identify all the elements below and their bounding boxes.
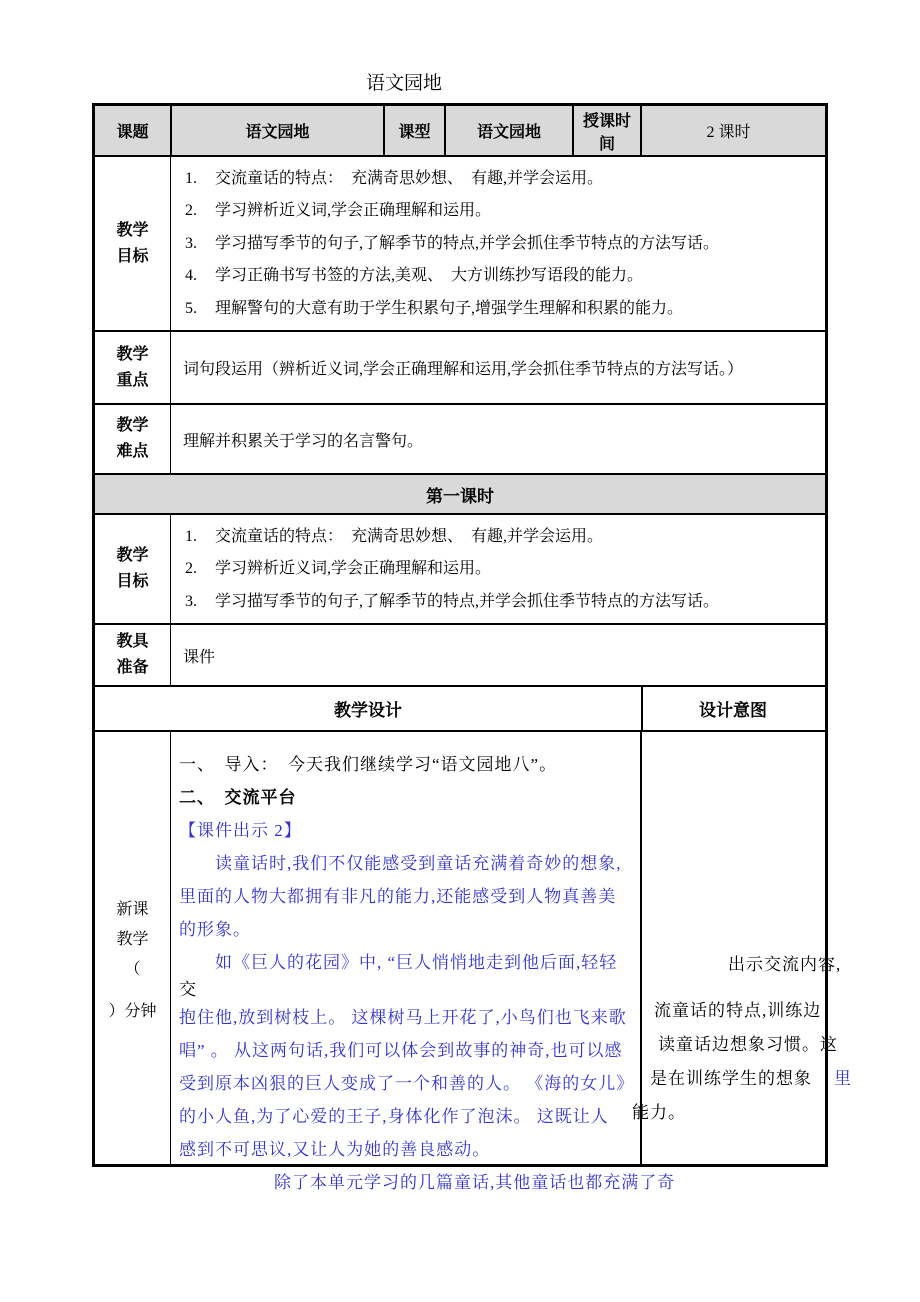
stage-label-line: 新课: [116, 901, 149, 918]
goal-item: 3. 学习描写季节的句子,了解季节的特点,并学会抓住季节特点的方法写话。: [185, 592, 720, 610]
design-header-row: [95, 685, 825, 730]
info-row: [95, 106, 825, 155]
goals-label: [95, 157, 170, 330]
goals-list: [170, 157, 824, 330]
difficulty-label: [95, 405, 170, 473]
goal-item: 4. 学习正确书写书签的方法,美观、 大方训练抄写语段的能力。: [185, 267, 644, 284]
focus-label-text: 教学重点: [116, 345, 149, 389]
intent-content: [632, 732, 852, 1164]
design-line: 里面的人物大都拥有非凡的能力,还能感受到人物真善美: [179, 887, 617, 906]
design-line: 交: [179, 980, 197, 999]
lesson-content-row: [95, 730, 852, 1192]
goal-item: 2. 学习辨析近义词,学会正确理解和运用。: [185, 560, 492, 577]
goal-item: 3. 学习描写季节的句子,了解季节的特点,并学会抓住季节特点的方法写话。: [185, 234, 720, 252]
design-line: 的形象。: [179, 920, 251, 939]
goal-item: 1. 交流童话的特点： 充满奇思妙想、 有趣,并学会运用。: [185, 527, 604, 545]
stage-label: [95, 732, 170, 1164]
course-label: 课题: [116, 124, 149, 141]
goals-row: [95, 155, 825, 330]
design-line: 的小人鱼,为了心爱的王子,身体化作了泡沫。 这既让人: [179, 1107, 609, 1126]
session-goals-row: [95, 513, 825, 623]
time-value: 2 课时: [640, 106, 815, 155]
focus-label: [95, 332, 170, 403]
design-line: 读童话时,我们不仅能感受到童话充满着奇妙的想象,: [215, 854, 622, 873]
focus-text: 词句段运用（辨析近义词,学会正确理解和运用,学会抓住季节特点的方法写话。）: [170, 332, 824, 403]
focus-row: [95, 330, 825, 403]
design-content: [170, 732, 676, 1192]
design-header: 教学设计: [334, 701, 402, 720]
difficulty-text: 理解并积累关于学习的名言警句。: [170, 405, 824, 473]
difficulty-label-text: 教学难点: [116, 417, 149, 460]
design-line: 唱” 。 从这两句话,我们可以体会到故事的神奇,也可以感: [179, 1041, 623, 1060]
design-line: 感到不可思议,又让人为她的善良感动。: [179, 1140, 491, 1159]
preparation-text: 课件: [170, 625, 824, 685]
intent-line: 流童话的特点,训练边: [654, 1001, 822, 1020]
session-goals-list: [170, 515, 824, 623]
course-value: 语文园地: [170, 106, 383, 155]
session-row: [95, 473, 825, 513]
difficulty-row: [95, 403, 825, 473]
intent-line: 出示交流内容,: [728, 955, 842, 974]
design-line: 受到原本凶狠的巨人变成了一个和善的人。 《海的女儿》: [179, 1074, 635, 1093]
goal-item: 5. 理解警句的大意有助于学生积累句子,增强学生理解和积累的能力。: [185, 299, 684, 317]
goal-item: 1. 交流童话的特点： 充满奇思妙想、 有趣,并学会运用。: [185, 169, 604, 187]
session-header: 第一课时: [426, 486, 494, 506]
session-goals-label-text: 教学目标: [116, 547, 149, 590]
intent-line: 能力。: [632, 1103, 686, 1122]
design-line: 抱住他,放到树枝上。 这棵树马上开花了,小鸟们也飞来歌: [179, 1008, 627, 1027]
design-line: 二、 交流平台: [179, 788, 297, 807]
intent-line: 是在训练学生的想象 里: [650, 1069, 852, 1088]
goals-label-text: 教学目标: [116, 221, 149, 265]
intent-header: 设计意图: [641, 687, 823, 730]
stage-label-line: （: [124, 961, 141, 978]
type-label: 课型: [383, 106, 444, 155]
session-goals-label: [95, 515, 170, 623]
stage-label-line: ）分钟: [108, 1003, 157, 1020]
page-title: 语文园地: [365, 73, 442, 94]
preparation-label: [95, 625, 170, 685]
design-line: 如《巨人的花园》中, “巨人悄悄地走到他后面,轻轻: [215, 953, 618, 972]
intent-line: 读童话边想象习惯。这: [658, 1035, 838, 1054]
goal-item: 2. 学习辨析近义词,学会正确理解和运用。: [185, 202, 492, 219]
stage-label-line: 教学: [116, 931, 149, 948]
design-line: 除了本单元学习的几篇童话,其他童话也都充满了奇: [274, 1173, 676, 1192]
stray-blue-char: 里: [834, 1069, 852, 1088]
design-line: 一、 导入： 今天我们继续学习“语文园地八”。: [179, 755, 558, 774]
lesson-plan-table: [92, 103, 852, 1192]
time-label: 授课时间: [572, 106, 640, 155]
preparation-row: [95, 623, 825, 685]
courseware-cue: 【课件出示 2】: [179, 821, 302, 840]
type-value: 语文园地: [444, 106, 572, 155]
preparation-label-text: 教具准备: [116, 633, 149, 676]
